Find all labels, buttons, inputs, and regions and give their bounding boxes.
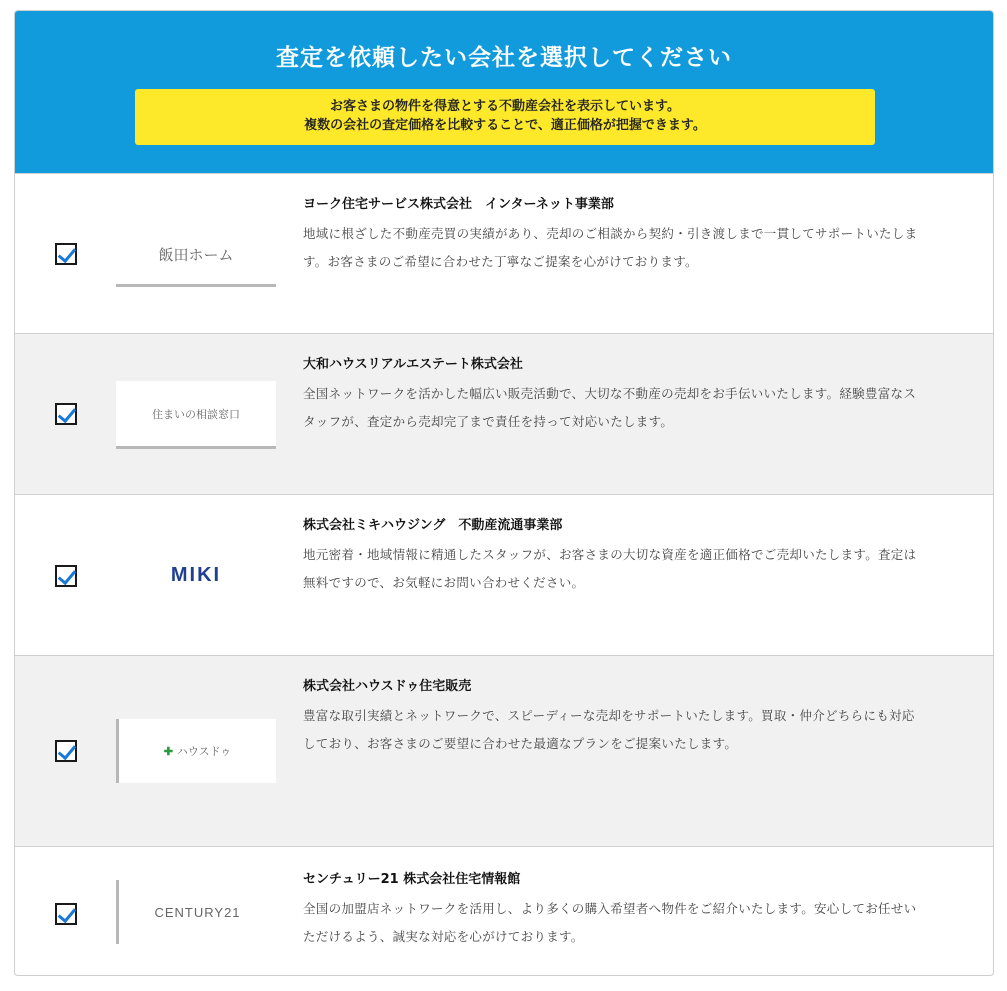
company-checkbox-checked-icon[interactable] (55, 565, 77, 587)
company-name: 大和ハウスリアルエステート株式会社 (303, 357, 523, 372)
plus-icon: ✚ (163, 745, 173, 758)
company-logo-text: 住まいの相談窓口 (152, 408, 240, 421)
company-checkbox-checked-icon[interactable] (55, 403, 77, 425)
company-row[interactable] (15, 655, 993, 846)
company-name: ヨーク住宅サービス株式会社 インターネット事業部 (303, 197, 614, 212)
company-description: 地元密着・地域情報に精通したスタッフが、お客さまの大切な資産を適正価格でご売却いたします。査定は無料ですので、お気軽にお問い合わせください。 (303, 547, 917, 590)
company-row[interactable] (15, 333, 993, 494)
page-title: 査定を依頼したい会社を選択してください (276, 45, 732, 71)
header-banner (15, 11, 993, 173)
company-logo-text: 飯田ホーム (158, 246, 234, 264)
notice-line-1: お客さまの物件を得意とする不動産会社を表示しています。 (330, 99, 680, 114)
company-logo (116, 224, 276, 287)
company-row[interactable] (15, 846, 993, 976)
company-logo-text: MIKI (170, 563, 222, 586)
company-description: 豊富な取引実績とネットワークで、スピーディーな売却をサポートいたします。買取・仲介どちらにも対応しており、お客さまのご要望に合わせた最適なプランをご提案いたします。 (303, 708, 915, 751)
company-description: 全国ネットワークを活かした幅広い販売活動で、大切な不動産の売却をお手伝いいたします。経験豊富なスタッフが、査定から売却完了まで責任を持って対応いたします。 (303, 386, 917, 429)
company-logo (116, 880, 276, 944)
notice-box (135, 89, 875, 145)
company-logo (116, 543, 276, 607)
company-checkbox-checked-icon[interactable] (55, 903, 77, 925)
company-checkbox-checked-icon[interactable] (55, 740, 77, 762)
company-logo (116, 381, 276, 449)
company-checkbox-checked-icon[interactable] (55, 243, 77, 265)
company-description: 全国の加盟店ネットワークを活用し、より多くの購入希望者へ物件をご紹介いたします。安心してお任せいただけるよう、誠実な対応を心がけております。 (303, 901, 917, 944)
company-row[interactable] (15, 494, 993, 655)
company-name: センチュリー21 株式会社住宅情報館 (303, 872, 521, 887)
company-name: 株式会社ハウスドゥ住宅販売 (303, 679, 472, 694)
notice-line-2: 複数の会社の査定価格を比較することで、適正価格が把握できます。 (304, 118, 706, 133)
company-description: 地域に根ざした不動産売買の実績があり、売却のご相談から契約・引き渡しまで一貫してサポートいたします。お客さまのご希望に合わせた丁寧なご提案を心がけております。 (303, 226, 918, 269)
company-logo-text: CENTURY21 (154, 904, 241, 920)
company-selection-panel (14, 10, 994, 976)
company-row[interactable] (15, 173, 993, 333)
company-name: 株式会社ミキハウジング 不動産流通事業部 (303, 518, 563, 533)
company-logo-text: ハウスドゥ (176, 746, 232, 758)
company-logo (116, 719, 276, 783)
